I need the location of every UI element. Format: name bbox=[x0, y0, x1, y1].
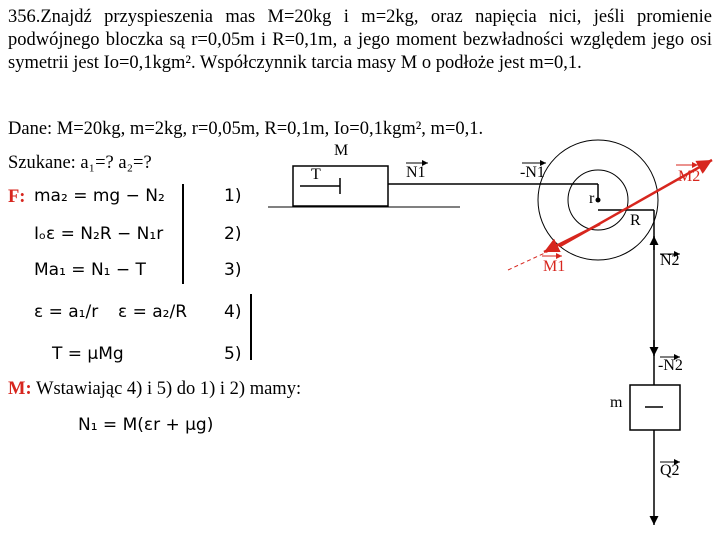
method-text: Wstawiając 4) i 5) do 1) i 2) mamy: bbox=[36, 379, 302, 399]
method-label: M: bbox=[8, 379, 32, 399]
equation-4-number: 4) bbox=[224, 302, 242, 322]
label-m: m bbox=[610, 394, 623, 411]
label-negN1: -N1 bbox=[520, 164, 545, 181]
equation-4b: ε = a₂/R bbox=[118, 302, 188, 322]
equation-2: Iₒε = N₂R − N₁r bbox=[34, 224, 164, 244]
label-R: R bbox=[630, 212, 641, 229]
forces-label: F: bbox=[8, 187, 26, 207]
label-M2: M2 bbox=[678, 168, 701, 185]
moment-M1-vector bbox=[544, 224, 600, 252]
label-N2: N2 bbox=[660, 252, 680, 269]
equation-5: T = μMg bbox=[52, 344, 124, 364]
equation-3-number: 3) bbox=[224, 260, 242, 280]
sought-line: Szukane: a₁=? a₂=? bbox=[8, 153, 152, 173]
given-line: Dane: M=20kg, m=2kg, r=0,05m, R=0,1m, Io=0,1kgm², m=0,1. bbox=[8, 119, 484, 139]
equation-1: ma₂ = mg − N₂ bbox=[34, 186, 165, 206]
label-N1: N1 bbox=[406, 164, 426, 181]
equation-4a: ε = a₁/r bbox=[34, 302, 99, 322]
equation-3: Ma₁ = N₁ − T bbox=[34, 260, 146, 280]
result-equation: N₁ = M(εr + μg) bbox=[78, 415, 214, 435]
label-T: T bbox=[311, 166, 321, 183]
equation-1-number: 1) bbox=[224, 186, 242, 206]
label-r: r bbox=[589, 190, 595, 207]
label-M: M bbox=[334, 142, 349, 159]
problem-number: 356. bbox=[8, 7, 41, 27]
equation-5-number: 5) bbox=[224, 344, 242, 364]
label-Q2: Q2 bbox=[660, 462, 680, 479]
equation-2-number: 2) bbox=[224, 224, 242, 244]
problem-text: Znajdź przyspieszenia mas M=20kg i m=2kg, oraz napięcia nici, jeśli promienie podwójnego bloczka są r=0,05m i R=0,1m, a jego moment bezwładności względem jego osi symetrii jest Io=0,1kgm². Współczynnik tarcia masy M o podłoże jest m=0,1. bbox=[8, 7, 712, 73]
label-negN2: -N2 bbox=[658, 357, 683, 374]
label-M1: M1 bbox=[543, 258, 566, 275]
